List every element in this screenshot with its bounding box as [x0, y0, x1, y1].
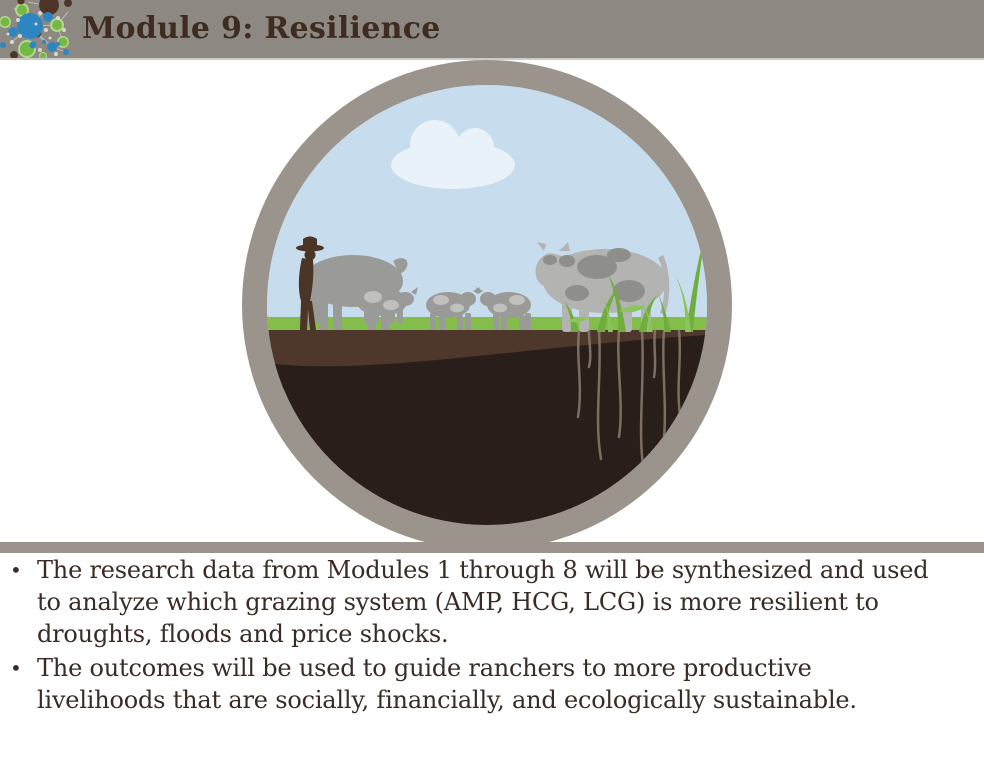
list-item	[6, 652, 978, 716]
bullet-text-2: The outcomes will be used to guide ranchers to more productive livelihoods that are socially, financially, and ecologically sustainable.	[37, 654, 857, 714]
bullet-list	[6, 554, 978, 718]
pasture-soil-illustration	[267, 85, 707, 525]
illustration-ring	[242, 60, 732, 550]
page-title: Module 9: Resilience	[82, 11, 441, 46]
list-item	[6, 554, 978, 650]
bullet-text-1: The research data from Modules 1 through 8 will be synthesized and used to analyze which grazing system (AMP, HCG, LCG) is more resilient to droughts, floods and price shocks.	[37, 556, 929, 648]
illustration-clip	[267, 85, 707, 525]
header-bar	[0, 0, 984, 60]
dots-network-logo-icon	[0, 0, 72, 58]
bullet-marker: •	[10, 656, 22, 680]
bullet-marker: •	[10, 558, 22, 582]
